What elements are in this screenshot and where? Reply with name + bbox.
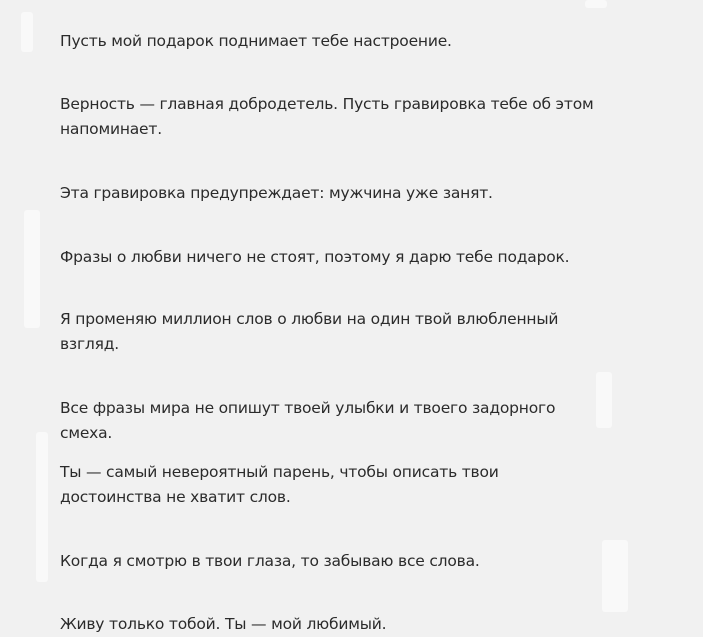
phrase-text: Эта гравировка предупреждает: мужчина уже занят. [60, 183, 493, 202]
phrase-text: Живу только тобой. Ты — мой любимый. [60, 614, 387, 633]
background-decoration [21, 12, 33, 52]
phrase-text: Верность — главная добродетель. Пусть гравировка тебе об этом напоминает. [60, 94, 594, 138]
phrase-text: Когда я смотрю в твои глаза, то забываю все слова. [60, 551, 480, 570]
phrase-text: Ты — самый невероятный парень, чтобы описать твои достоинства не хватит слов. [60, 462, 499, 506]
background-decoration [602, 540, 628, 612]
phrase-text: Я променяю миллион слов о любви на один твой влюбленный взгляд. [60, 309, 559, 353]
phrase-text: Пусть мой подарок поднимает тебе настроение. [60, 31, 452, 50]
background-decoration [36, 432, 48, 582]
phrase-text: Фразы о любви ничего не стоят, поэтому я дарю тебе подарок. [60, 247, 570, 266]
background-decoration [24, 210, 40, 328]
background-decoration [585, 0, 607, 8]
phrase-text: Все фразы мира не опишут твоей улыбки и твоего задорного смеха. [60, 398, 556, 442]
